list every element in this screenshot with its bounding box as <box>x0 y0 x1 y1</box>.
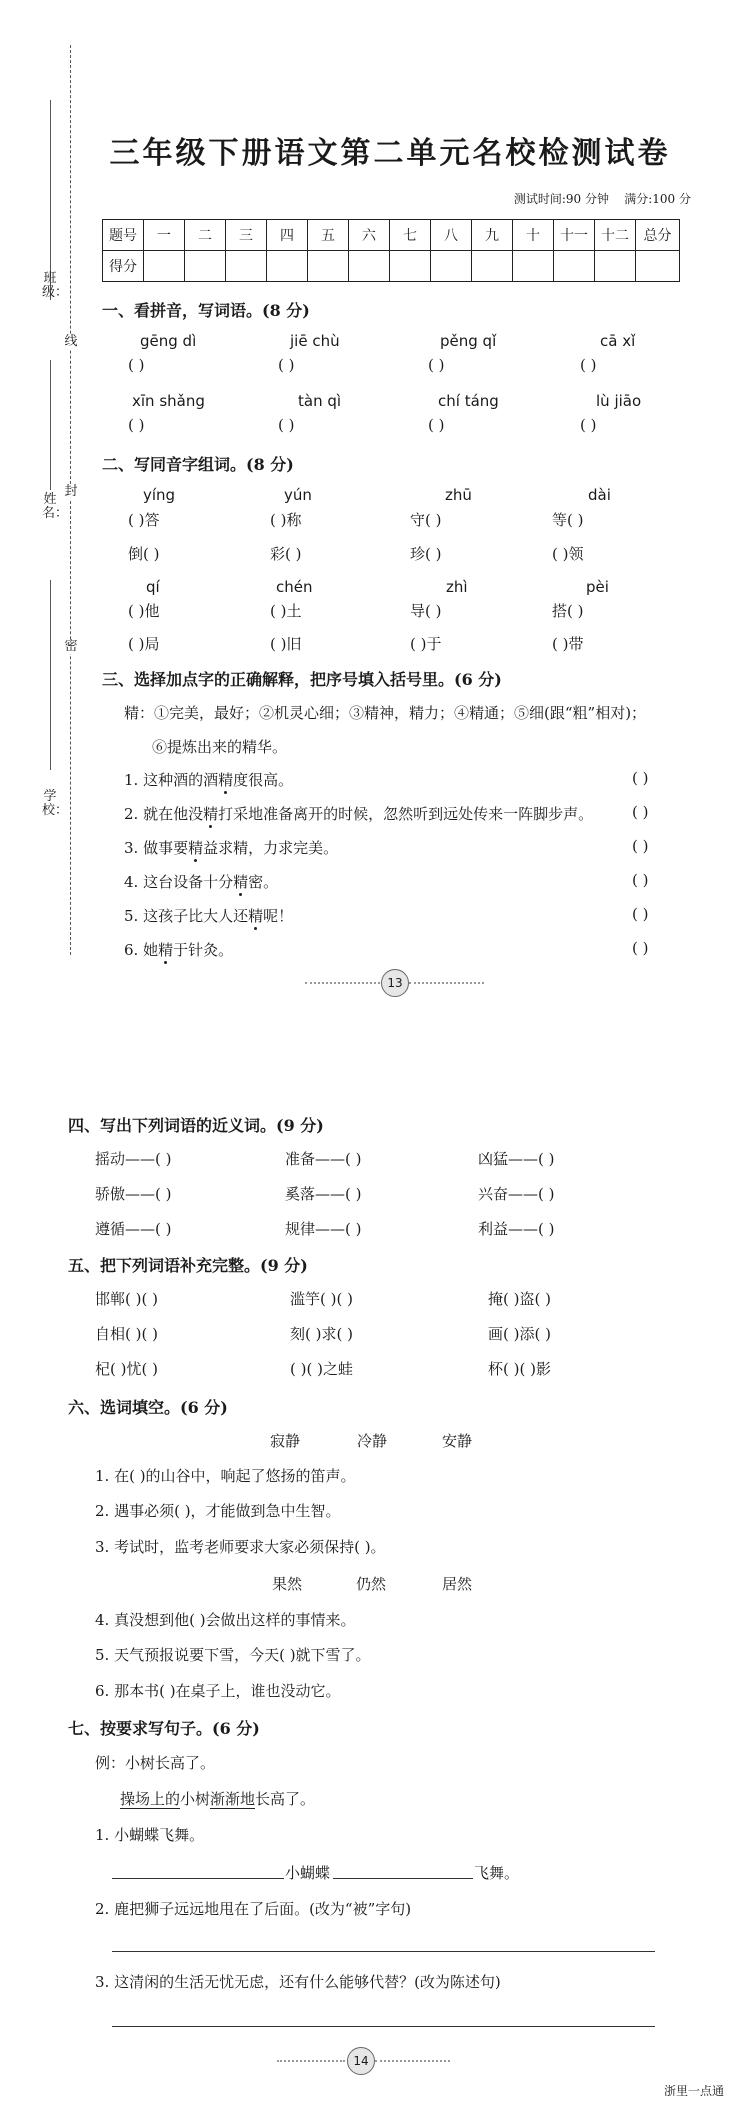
q6-word-option: 冷静 <box>357 1432 388 1450</box>
q1-pinyin: xīn shǎng <box>132 392 205 410</box>
q3-dotted-char: 精 <box>248 907 264 925</box>
q3-answer-blank[interactable]: ( ) <box>632 939 649 957</box>
score-cell[interactable] <box>267 251 308 282</box>
score-cell[interactable] <box>431 251 472 282</box>
q1-blank[interactable]: ( ) <box>128 416 145 434</box>
q3-item-post: 于针灸。 <box>173 941 234 959</box>
binding-line-left <box>50 100 51 300</box>
test-meta <box>514 190 691 207</box>
q3-answer-blank[interactable]: ( ) <box>632 871 649 889</box>
q7-example-underlined: 操场上的 <box>120 1790 181 1808</box>
q3-item <box>124 905 293 926</box>
q4-item[interactable]: 摇动——( ) <box>95 1150 172 1168</box>
q1-pinyin: jiē chù <box>290 332 340 350</box>
q7-item-1: 1. 小蝴蝶飞舞。 <box>95 1826 205 1844</box>
q1-blank[interactable]: ( ) <box>428 356 445 374</box>
q6-sentence[interactable]: 2. 遇事必须( )，才能做到急中生智。 <box>95 1502 341 1520</box>
q2-word[interactable]: ( )局 <box>128 635 160 653</box>
q7-item-2: 2. 鹿把狮子远远地甩在了后面。(改为“被”字句) <box>95 1900 412 1918</box>
q4-item[interactable]: 准备——( ) <box>285 1150 362 1168</box>
q7-item-3: 3. 这清闲的生活无忧无虑，还有什么能够代替？(改为陈述句) <box>95 1973 501 1991</box>
q3-definitions: 精：①完美，最好；②机灵心细；③精神，精力；④精通；⑤细(跟“粗”相对)； <box>124 704 647 722</box>
q3-item-post: 度很高。 <box>233 771 294 789</box>
q4-item[interactable]: 骄傲——( ) <box>95 1185 172 1203</box>
q3-answer-blank[interactable]: ( ) <box>632 837 649 855</box>
q3-dotted-char: 精 <box>188 839 204 857</box>
binding-dashed-line <box>70 45 71 955</box>
q7-example-expanded <box>120 1788 315 1809</box>
q2-word[interactable]: 守( ) <box>410 511 442 529</box>
q1-pinyin: pěng qǐ <box>440 332 497 350</box>
q5-item[interactable]: 杞( )忧( ) <box>95 1360 158 1378</box>
score-cell[interactable] <box>226 251 267 282</box>
page-number-14: 14 <box>347 2047 375 2075</box>
col-1: 一 <box>144 220 185 251</box>
q2-word[interactable]: ( )带 <box>552 635 584 653</box>
q4-heading: 四、写出下列词语的近义词。(9 分) <box>68 1116 324 1135</box>
q6-sentence[interactable]: 5. 天气预报说要下雪，今天( )就下雪了。 <box>95 1646 371 1664</box>
q2-word[interactable]: ( )旧 <box>270 635 302 653</box>
name-label: 姓名： <box>42 492 69 521</box>
score-cell[interactable] <box>513 251 554 282</box>
score-cell[interactable] <box>636 251 680 282</box>
col-3: 三 <box>226 220 267 251</box>
row-label-score: 得分 <box>103 251 144 282</box>
q2-word[interactable]: ( )领 <box>552 545 584 563</box>
q2-pinyin: chén <box>276 578 313 596</box>
q2-word[interactable]: 导( ) <box>410 602 442 620</box>
q1-blank[interactable]: ( ) <box>128 356 145 374</box>
score-cell[interactable] <box>308 251 349 282</box>
q7-item-1-mid: 小蝴蝶 <box>285 1864 331 1882</box>
q4-item[interactable]: 奚落——( ) <box>285 1185 362 1203</box>
q2-pinyin: zhū <box>445 486 472 504</box>
seal-mi: 密 <box>64 639 78 654</box>
q3-answer-blank[interactable]: ( ) <box>632 905 649 923</box>
q2-word[interactable]: 珍( ) <box>410 545 442 563</box>
q4-item[interactable]: 规律——( ) <box>285 1220 362 1238</box>
q2-word[interactable]: ( )于 <box>410 635 442 653</box>
col-12: 十二 <box>595 220 636 251</box>
page-divider-left <box>277 2060 345 2062</box>
q3-dotted-char: 精 <box>203 805 219 823</box>
q7-item-1-end: 飞舞。 <box>474 1864 520 1882</box>
q3-answer-blank[interactable]: ( ) <box>632 769 649 787</box>
q6-word-option: 安静 <box>442 1432 473 1450</box>
page-divider-right <box>375 2060 450 2062</box>
q1-pinyin: chí táng <box>438 392 499 410</box>
col-2: 二 <box>185 220 226 251</box>
test-time: 测试时间:90 分钟 <box>513 192 609 206</box>
q5-heading: 五、把下列词语补充完整。(9 分) <box>68 1256 308 1275</box>
q5-item[interactable]: 掩( )盗( ) <box>488 1290 551 1308</box>
col-9: 九 <box>472 220 513 251</box>
q1-pinyin: cā xǐ <box>600 332 636 350</box>
score-cell[interactable] <box>554 251 595 282</box>
col-4: 四 <box>267 220 308 251</box>
q3-item-post: 呢！ <box>263 907 294 925</box>
q3-item-pre: 3. 做事要 <box>124 839 189 857</box>
q6-word-option: 仍然 <box>356 1575 387 1593</box>
q7-item-1-blank-b[interactable] <box>333 1878 473 1879</box>
q6-word-option: 居然 <box>442 1575 473 1593</box>
q3-item-pre: 1. 这种酒的酒 <box>124 771 219 789</box>
q6-sentence[interactable]: 4. 真没想到他( )会做出这样的事情来。 <box>95 1611 356 1629</box>
q5-item[interactable]: 画( )添( ) <box>488 1325 551 1343</box>
q2-word[interactable]: 彩( ) <box>270 545 302 563</box>
q5-item[interactable]: 邯郸( )( ) <box>95 1290 158 1308</box>
seal-xian: 线 <box>64 334 78 349</box>
q7-example-underlined: 渐渐地 <box>210 1790 256 1808</box>
q3-item-pre: 2. 就在他没 <box>124 805 204 823</box>
q2-pinyin: yíng <box>143 486 176 504</box>
q2-word[interactable]: ( )他 <box>128 602 160 620</box>
q2-pinyin: qí <box>146 578 160 596</box>
q4-item[interactable]: 凶猛——( ) <box>478 1150 555 1168</box>
q2-word[interactable]: 倒( ) <box>128 545 160 563</box>
page-title: 三年级下册语文第二单元名校检测试卷 <box>109 136 671 171</box>
q6-word-option: 寂静 <box>270 1432 301 1450</box>
q5-item[interactable]: 杯( )( )影 <box>488 1360 551 1378</box>
full-score: 满分:100 分 <box>624 192 691 206</box>
q2-heading: 二、写同音字组词。(8 分) <box>102 455 294 474</box>
q2-pinyin: yún <box>284 486 312 504</box>
q3-dotted-char: 精 <box>218 771 234 789</box>
score-cell[interactable] <box>349 251 390 282</box>
q1-blank[interactable]: ( ) <box>278 356 295 374</box>
col-6: 六 <box>349 220 390 251</box>
q2-word[interactable]: ( )答 <box>128 511 160 529</box>
q3-item <box>124 803 593 824</box>
q2-word[interactable]: 搭( ) <box>552 602 584 620</box>
q2-pinyin: dài <box>588 486 611 504</box>
school-line <box>50 580 51 770</box>
q5-item[interactable]: 自相( )( ) <box>95 1325 158 1343</box>
q2-pinyin: zhì <box>446 578 468 596</box>
q5-item[interactable]: 滥竽( )( ) <box>290 1290 353 1308</box>
q1-blank[interactable]: ( ) <box>428 416 445 434</box>
score-cell[interactable] <box>472 251 513 282</box>
q1-blank[interactable]: ( ) <box>580 356 597 374</box>
q3-item-pre: 5. 这孩子比大人还 <box>124 907 249 925</box>
q3-item-pre: 4. 这台设备十分 <box>124 873 234 891</box>
footer-brand: 浙里一点通 <box>664 2084 725 2098</box>
q6-sentence[interactable]: 1. 在( )的山谷中，响起了悠扬的笛声。 <box>95 1467 356 1485</box>
col-5: 五 <box>308 220 349 251</box>
score-table <box>102 219 680 282</box>
q3-heading: 三、选择加点字的正确解释，把序号填入括号里。(6 分) <box>102 670 502 689</box>
q7-item-3-answer-line[interactable] <box>112 2026 655 2027</box>
q1-heading: 一、看拼音，写词语。(8 分) <box>102 301 310 320</box>
q4-item[interactable]: 利益——( ) <box>478 1220 555 1238</box>
q3-item <box>124 837 338 858</box>
q3-item-pre: 6. 她 <box>124 941 159 959</box>
col-10: 十 <box>513 220 554 251</box>
score-cell[interactable] <box>390 251 431 282</box>
q7-example-mid: 小树 <box>180 1790 211 1808</box>
q1-pinyin: tàn qì <box>298 392 342 410</box>
score-table-row-score <box>103 251 680 282</box>
col-total: 总分 <box>636 220 680 251</box>
q2-word[interactable]: ( )土 <box>270 602 302 620</box>
q3-item <box>124 871 278 892</box>
row-label-number: 题号 <box>103 220 144 251</box>
q5-item[interactable]: ( )( )之蛙 <box>290 1360 353 1378</box>
q1-blank[interactable]: ( ) <box>580 416 597 434</box>
q1-pinyin: lù jiāo <box>596 392 642 410</box>
q4-item[interactable]: 遵循——( ) <box>95 1220 172 1238</box>
name-line <box>50 360 51 490</box>
q3-dotted-char: 精 <box>158 941 174 959</box>
page-number-13: 13 <box>381 969 409 997</box>
q6-sentence[interactable]: 6. 那本书( )在桌子上，谁也没动它。 <box>95 1682 341 1700</box>
q3-definitions-cont: ⑥提炼出来的精华。 <box>152 738 288 756</box>
q4-item[interactable]: 兴奋——( ) <box>478 1185 555 1203</box>
q3-item-post: 打采地准备离开的时候，忽然听到远处传来一阵脚步声。 <box>218 805 594 823</box>
school-label: 学校： <box>42 789 69 818</box>
q7-heading: 七、按要求写句子。(6 分) <box>68 1719 260 1738</box>
q3-item <box>124 769 293 790</box>
page-divider-left <box>305 982 380 984</box>
q2-word[interactable]: ( )称 <box>270 511 302 529</box>
seal-feng: 封 <box>64 484 78 499</box>
col-8: 八 <box>431 220 472 251</box>
col-11: 十一 <box>554 220 595 251</box>
q2-pinyin: pèi <box>586 578 609 596</box>
q1-blank[interactable]: ( ) <box>278 416 295 434</box>
score-cell[interactable] <box>144 251 185 282</box>
q7-example-end: 长高了。 <box>255 1790 316 1808</box>
page-divider-right <box>409 982 484 984</box>
q3-item-post: 益求精，力求完美。 <box>203 839 339 857</box>
q5-item[interactable]: 刻( )求( ) <box>290 1325 353 1343</box>
score-cell[interactable] <box>185 251 226 282</box>
q3-dotted-char: 精 <box>233 873 249 891</box>
q7-item-1-blank-a[interactable] <box>112 1878 284 1879</box>
q3-answer-blank[interactable]: ( ) <box>632 803 649 821</box>
class-label: 班级： <box>42 271 69 300</box>
q1-pinyin: gēng dì <box>140 332 197 350</box>
q6-heading: 六、选词填空。(6 分) <box>68 1398 228 1417</box>
q7-item-2-answer-line[interactable] <box>112 1951 655 1952</box>
q2-word[interactable]: 等( ) <box>552 511 584 529</box>
q3-item-post: 密。 <box>248 873 279 891</box>
q6-word-option: 果然 <box>272 1575 303 1593</box>
score-table-row-number <box>103 220 680 251</box>
col-7: 七 <box>390 220 431 251</box>
q3-item <box>124 939 233 960</box>
q6-sentence[interactable]: 3. 考试时，监考老师要求大家必须保持( )。 <box>95 1538 386 1556</box>
score-cell[interactable] <box>595 251 636 282</box>
q7-example: 例：小树长高了。 <box>95 1754 216 1772</box>
